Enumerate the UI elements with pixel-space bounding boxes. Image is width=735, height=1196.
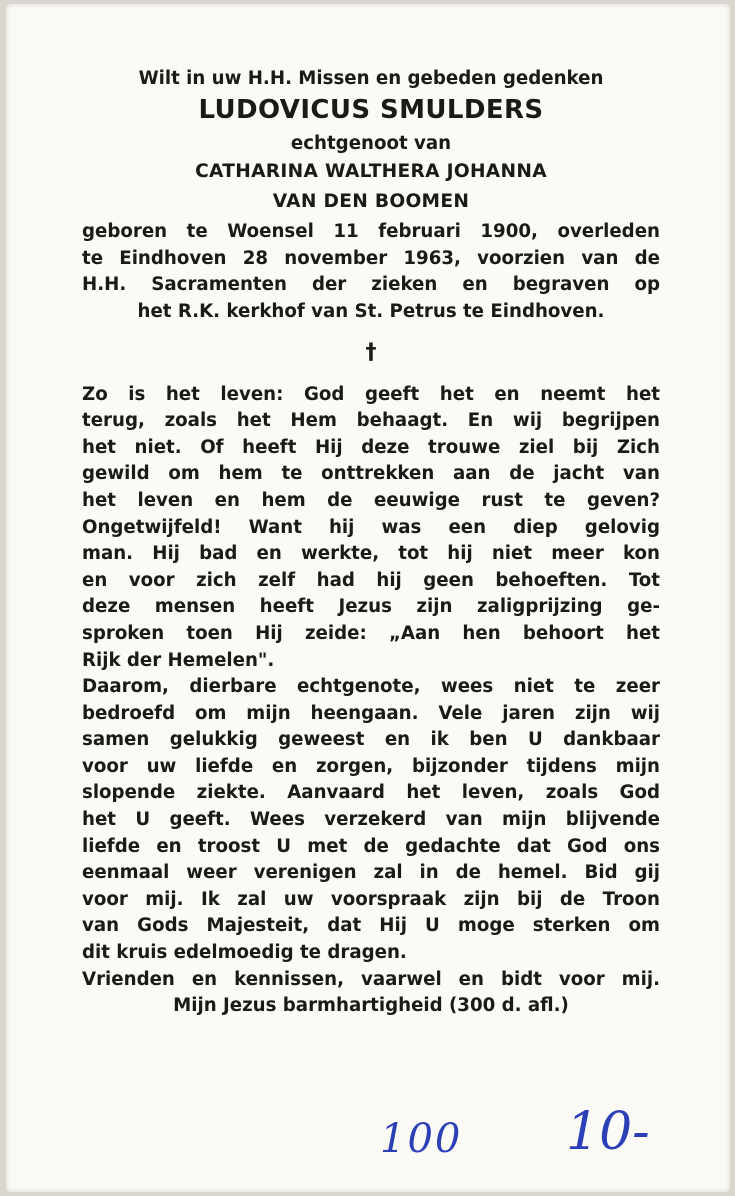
prayer-line: Mijn Jezus barmhartigheid (300 d. afl.) xyxy=(173,995,569,1017)
intro-line: Wilt in uw H.H. Missen en gebeden gedenken xyxy=(138,68,604,89)
text-line: man. Hij bad en werkte, tot hij niet meer kon xyxy=(82,543,660,565)
text-line: het niet. Of heeft Hij deze trouwe ziel bij Zich xyxy=(82,436,660,458)
farewell-line: Vrienden en kennissen, vaarwel en bidt voor mij. xyxy=(82,968,660,990)
relation-line: echtgenoot van xyxy=(290,132,452,154)
text-line: van Gods Majesteit, dat Hij U moge sterken om xyxy=(82,915,660,937)
handwritten-number-left: 100 xyxy=(380,1116,463,1162)
card-text xyxy=(82,66,660,1020)
bio-line: te Eindhoven 28 november 1963, voorzien van de xyxy=(82,247,660,269)
spouse-name-line-2: VAN DEN BOOMEN xyxy=(272,191,470,213)
text-line: dit kruis edelmoedig te dragen. xyxy=(82,942,407,964)
deceased-name: LUDOVICUS SMULDERS xyxy=(198,94,544,125)
text-line: Rijk der Hemelen". xyxy=(82,649,275,671)
bio-line: geboren te Woensel 11 februari 1900, overleden xyxy=(82,221,660,243)
text-line: liefde en troost U met de gedachte dat God ons xyxy=(82,835,660,857)
text-line: samen gelukkig geweest en ik ben U dankbaar xyxy=(82,729,660,751)
text-line: het U geeft. Wees verzekerd van mijn blijvende xyxy=(82,809,660,831)
handwritten-number-right: 10- xyxy=(566,1102,650,1162)
text-line: deze mensen heeft Jezus zijn zaligprijzing ge- xyxy=(82,596,660,618)
cross-icon: † xyxy=(365,339,377,365)
text-line: het leven en hem de eeuwige rust te geven? xyxy=(82,489,660,511)
spouse-name-line-1: CATHARINA WALTHERA JOHANNA xyxy=(195,161,547,183)
text-line: slopende ziekte. Aanvaard het leven, zoals God xyxy=(82,782,660,804)
text-line: Daarom, dierbare echtgenote, wees niet te zeer xyxy=(82,676,660,698)
text-line: voor mij. Ik zal uw voorspraak zijn bij de Troon xyxy=(82,888,660,910)
text-line: sproken toen Hij zeide: „Aan hen behoort het xyxy=(82,622,660,644)
bio-line: H.H. Sacramenten der zieken en begraven op xyxy=(82,274,660,296)
bio-line: het R.K. kerkhof van St. Petrus te Eindhoven. xyxy=(137,300,605,322)
bio-block xyxy=(82,219,660,325)
text-line: bedroefd om mijn heengaan. Vele jaren zijn wij xyxy=(82,702,660,724)
text-line: voor uw liefde en zorgen, bijzonder tijdens mijn xyxy=(82,755,660,777)
text-line: Zo is het leven: God geeft het en neemt het xyxy=(82,383,660,405)
memorial-card xyxy=(6,4,730,1192)
text-line: eenmaal weer verenigen zal in de hemel. Bid gij xyxy=(82,862,660,884)
text-line: en voor zich zelf had hij geen behoeften. Tot xyxy=(82,569,660,591)
text-line: terug, zoals het Hem behaagt. En wij begrijpen xyxy=(82,410,660,432)
text-line: Ongetwijfeld! Want hij was een diep gelovig xyxy=(82,516,660,538)
paragraph-2 xyxy=(82,674,660,967)
text-line: gewild om hem te onttrekken aan de jacht van xyxy=(82,463,660,485)
paragraph-1 xyxy=(82,382,660,675)
